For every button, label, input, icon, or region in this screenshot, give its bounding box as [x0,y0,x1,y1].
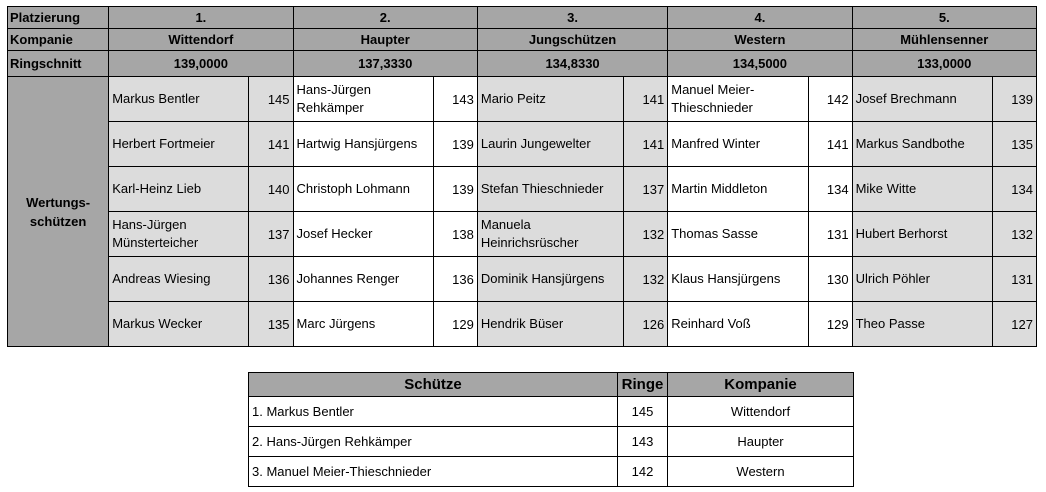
shooter-name: Hartwig Hansjürgens [293,122,433,167]
shooter-rings: 141 [624,77,668,122]
rings-cell: 143 [618,427,668,457]
shooter-rings: 131 [992,257,1036,302]
shooter-name: Karl-Heinz Lieb [109,167,249,212]
company-cell: Wittendorf [109,29,293,51]
company-cell: Jungschützen [477,29,667,51]
average-cell: 137,3330 [293,51,477,77]
shooter-name: Klaus Hansjürgens [668,257,808,302]
shooter-rings: 129 [808,302,852,347]
shooter-rings: 141 [808,122,852,167]
placement-cell: 4. [668,7,852,29]
shooter-name: Johannes Renger [293,257,433,302]
shooter-rings: 136 [433,257,477,302]
company-cell: Haupter [293,29,477,51]
shooter-name: Dominik Hansjürgens [477,257,623,302]
shooter-rings: 135 [249,302,293,347]
top-shooters-header [249,373,854,397]
placement-cell: 3. [477,7,667,29]
placement-cell: 5. [852,7,1036,29]
placement-label: Platzierung [8,7,109,29]
shooter-name: Stefan Thieschnieder [477,167,623,212]
rings-cell: 145 [618,397,668,427]
table-row [249,457,854,487]
shooter-name: Markus Sandbothe [852,122,992,167]
shooter-rings: 139 [992,77,1036,122]
average-cell: 134,5000 [668,51,852,77]
shooter-name: Christoph Lohmann [293,167,433,212]
shooter-rings: 134 [992,167,1036,212]
shooter-name: Mario Peitz [477,77,623,122]
table-row [8,257,1037,302]
company-header: Kompanie [668,373,854,397]
table-row [249,397,854,427]
shooter-rings: 139 [433,167,477,212]
shooter-rings: 134 [808,167,852,212]
shooter-name: Hubert Berhorst [852,212,992,257]
company-cell: Haupter [668,427,854,457]
shooter-name: Hendrik Büser [477,302,623,347]
shooter-name: Herbert Fortmeier [109,122,249,167]
shooter-rings: 126 [624,302,668,347]
shooter-cell: 3. Manuel Meier-Thieschnieder [249,457,618,487]
shooter-rings: 141 [624,122,668,167]
scorers-label [8,77,109,347]
shooter-name: Ulrich Pöhler [852,257,992,302]
shooter-rings: 136 [249,257,293,302]
shooter-name: Markus Bentler [109,77,249,122]
rings-header: Ringe [618,373,668,397]
top-shooters-table [248,372,854,487]
shooter-rings: 143 [433,77,477,122]
shooter-rings: 132 [992,212,1036,257]
shooter-rings: 127 [992,302,1036,347]
table-row [8,212,1037,257]
shooter-name: Thomas Sasse [668,212,808,257]
shooter-rings: 139 [433,122,477,167]
table-row [249,427,854,457]
shooter-name: Josef Hecker [293,212,433,257]
shooter-name: Hans-Jürgen Münsterteicher [109,212,249,257]
shooter-rings: 138 [433,212,477,257]
shooter-rings: 131 [808,212,852,257]
shooter-rings: 145 [249,77,293,122]
table-row [8,302,1037,347]
shooter-cell: 1. Markus Bentler [249,397,618,427]
shooter-name: Josef Brechmann [852,77,992,122]
shooter-header: Schütze [249,373,618,397]
company-cell: Western [668,29,852,51]
company-cell: Western [668,457,854,487]
rings-cell: 142 [618,457,668,487]
table-row [8,77,1037,122]
company-label: Kompanie [8,29,109,51]
shooter-name: Manuela Heinrichsrüscher [477,212,623,257]
scorers-label-line1: Wertungs- [26,194,91,210]
scorers-label-line2: schützen [29,213,87,229]
team-ranking-table [7,6,1037,347]
shooter-rings: 141 [249,122,293,167]
average-row [8,51,1037,77]
shooter-name: Marc Jürgens [293,302,433,347]
shooter-name: Theo Passe [852,302,992,347]
shooter-name: Markus Wecker [109,302,249,347]
shooter-rings: 142 [808,77,852,122]
average-cell: 139,0000 [109,51,293,77]
company-row [8,29,1037,51]
average-label: Ringschnitt [8,51,109,77]
shooter-rings: 140 [249,167,293,212]
shooter-rings: 129 [433,302,477,347]
shooter-rings: 130 [808,257,852,302]
shooter-name: Manuel Meier-Thieschnieder [668,77,808,122]
shooter-rings: 132 [624,212,668,257]
table-row [8,167,1037,212]
shooter-name: Reinhard Voß [668,302,808,347]
table-row [8,122,1037,167]
average-cell: 134,8330 [477,51,667,77]
placement-cell: 2. [293,7,477,29]
average-cell: 133,0000 [852,51,1036,77]
shooter-name: Andreas Wiesing [109,257,249,302]
shooter-name: Hans-Jürgen Rehkämper [293,77,433,122]
placement-row [8,7,1037,29]
shooter-rings: 132 [624,257,668,302]
shooter-name: Manfred Winter [668,122,808,167]
company-cell: Wittendorf [668,397,854,427]
shooter-name: Martin Middleton [668,167,808,212]
shooter-cell: 2. Hans-Jürgen Rehkämper [249,427,618,457]
shooter-name: Laurin Jungewelter [477,122,623,167]
shooter-rings: 137 [249,212,293,257]
company-cell: Mühlensenner [852,29,1036,51]
shooter-rings: 137 [624,167,668,212]
shooter-name: Mike Witte [852,167,992,212]
shooter-rings: 135 [992,122,1036,167]
placement-cell: 1. [109,7,293,29]
